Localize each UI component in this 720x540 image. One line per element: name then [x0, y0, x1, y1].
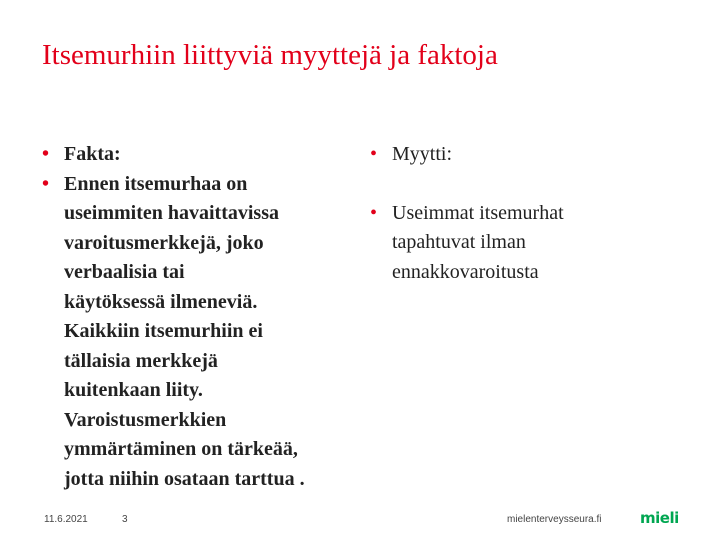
- myth-line: Useimmat itsemurhat: [392, 201, 564, 224]
- bullet-dot: •: [370, 143, 378, 165]
- bullet-dot: •: [42, 143, 50, 165]
- fact-line: Ennen itsemurhaa on: [64, 172, 248, 195]
- fact-line: varoitusmerkkejä, joko: [64, 231, 264, 254]
- fact-line: jotta niihin osataan tarttua .: [64, 467, 305, 490]
- footer-page-number: 3: [122, 514, 128, 525]
- bullet-myth-heading: [370, 140, 660, 170]
- footer-date: 11.6.2021: [44, 514, 88, 525]
- fact-line: käytöksessä ilmeneviä.: [64, 290, 258, 313]
- fact-heading: Fakta:: [64, 143, 121, 165]
- mieli-logo: mieli: [640, 509, 679, 527]
- myth-heading: Myytti:: [392, 143, 453, 165]
- bullet-dot: •: [370, 201, 378, 224]
- myth-line: ennakkovaroitusta: [392, 260, 539, 283]
- facts-column: [42, 140, 352, 494]
- slide-title: Itsemurhiin liittyviä myyttejä ja faktoja: [42, 39, 498, 71]
- fact-line: ymmärtäminen on tärkeää,: [64, 438, 298, 460]
- myth-line: tapahtuvat ilman: [392, 231, 526, 253]
- myths-column: [370, 140, 660, 287]
- fact-line: verbaalisia tai: [64, 261, 185, 283]
- fact-line: kuitenkaan liity.: [64, 379, 203, 401]
- bullet-fact-heading: [42, 140, 352, 170]
- spacer: [370, 170, 660, 199]
- fact-line: useimmiten havaittavissa: [64, 202, 279, 224]
- fact-line: Kaikkiin itsemurhiin ei: [64, 320, 263, 342]
- fact-line: tällaisia merkkejä: [64, 349, 218, 372]
- bullet-fact-text: [42, 170, 352, 495]
- footer-website: mielenterveysseura.fi: [507, 514, 602, 525]
- bullet-dot: •: [42, 172, 50, 195]
- bullet-myth-text: [370, 199, 660, 288]
- fact-line: Varoistusmerkkien: [64, 408, 227, 431]
